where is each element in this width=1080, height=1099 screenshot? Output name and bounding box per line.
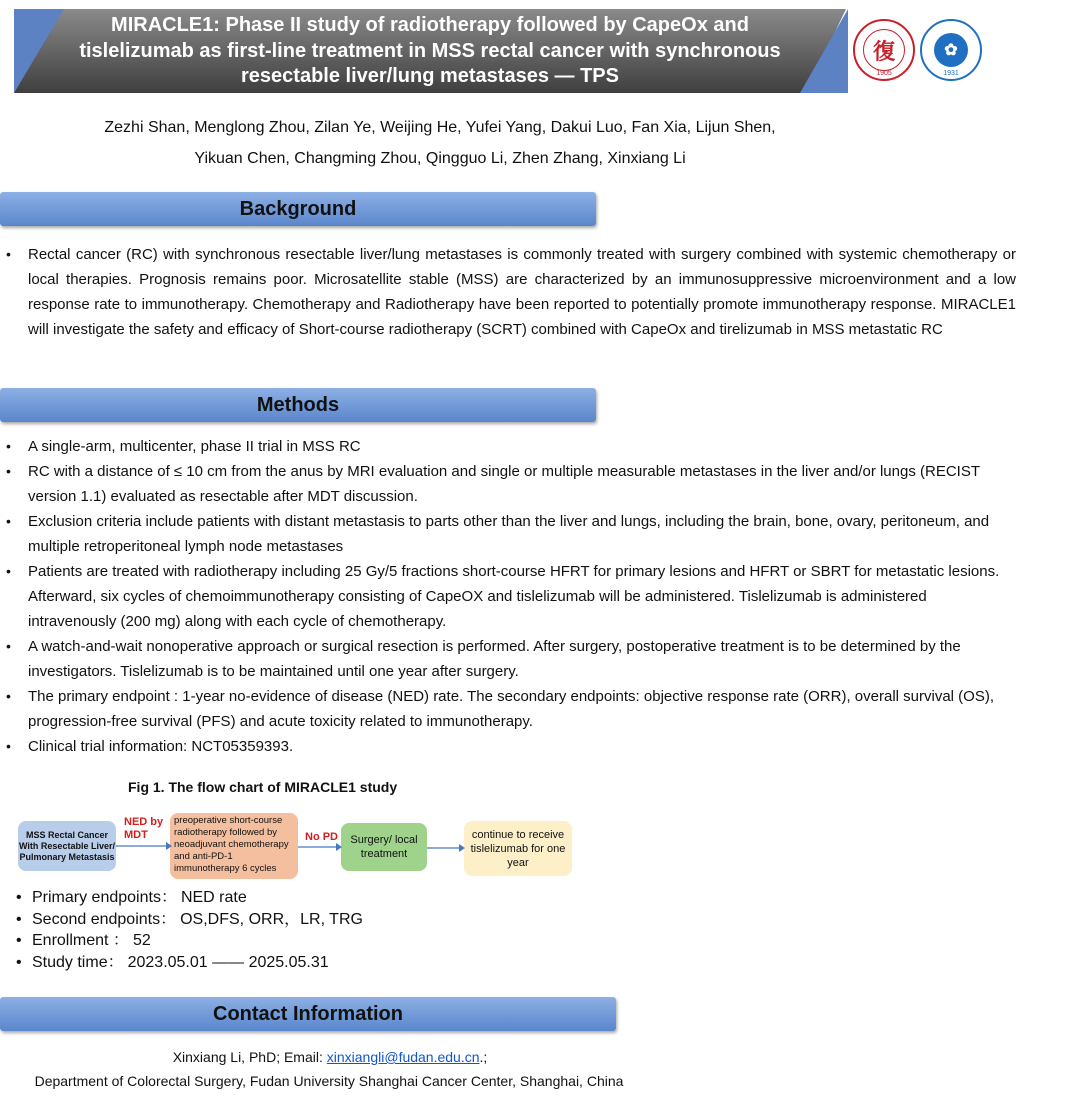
flow-box-maintenance: continue to receive tislelizumab for one year — [464, 821, 572, 876]
methods-bullet: • Exclusion criteria include patients with distant metastasis to parts other than the liver and lungs, including the brain, bone, ovary, peritoneum, and multiple retroperitoneal lymph node metastases — [6, 509, 1016, 559]
study-summary — [16, 887, 363, 973]
contact-heading: Contact Information — [0, 997, 616, 1031]
methods-bullet: • Patients are treated with radiotherapy including 25 Gy/5 fractions short-course HFRT for primary lesions and HFRT or SBRT for metastatic lesions. Afterward, six cycles of chemoimmunotherapy consisting of CapeOX and tislelizumab will be administered. Tislelizumab is administered intravenously (200 mg) along with each cycle of chemotherapy. — [6, 559, 1016, 634]
methods-bullet: • The primary endpoint : 1-year no-evidence of disease (NED) rate. The secondary endpoints: objective response rate (ORR), overall survival (OS), progression-free survival (PFS) and acute toxicity related to immunotherapy. — [6, 684, 1016, 734]
flow-label-nopd: No PD — [305, 831, 338, 843]
methods-bullet: • A watch-and-wait nonoperative approach or surgical resection is performed. After surgery, postoperative treatment is to be determined by the investigators. Tislelizumab is to be maintained until one year after surgery. — [6, 634, 1016, 684]
methods-list — [6, 434, 1016, 759]
cancer-center-logo-icon: ✿ 1931 — [920, 19, 982, 81]
flow-arrow-2 — [298, 841, 342, 853]
authors-line-1: Zezhi Shan, Menglong Zhou, Zilan Ye, Weijing He, Yufei Yang, Dakui Luo, Fan Xia, Lijun Shen, — [104, 119, 776, 136]
flow-box-patients: MSS Rectal Cancer With Resectable Liver/ Pulmonary Metastasis — [18, 821, 116, 871]
figure-caption: Fig 1. The flow chart of MIRACLE1 study — [128, 779, 398, 795]
methods-heading: Methods — [0, 388, 596, 422]
study-item: • Second endpoints： OS,DFS, ORR，LR, TRG — [16, 910, 363, 928]
background-list — [6, 242, 1016, 342]
email-link[interactable]: xinxiangli@fudan.edu.cn — [326, 1049, 480, 1065]
study-item: • Enrollment ： 52 — [16, 932, 151, 949]
methods-bullet: • A single-arm, multicenter, phase II trial in MSS RC — [6, 434, 1016, 459]
fudan-university-logo-icon: 復 1905 — [853, 19, 915, 81]
authors-line-2: Yikuan Chen, Changming Zhou, Qingguo Li, Zhen Zhang, Xinxiang Li — [194, 150, 686, 167]
flow-arrow-3 — [427, 842, 465, 854]
background-heading: Background — [0, 192, 596, 226]
flow-box-surgery: Surgery/ local treatment — [341, 823, 427, 871]
flow-arrow-1 — [116, 840, 172, 852]
poster-title: MIRACLE1: Phase II study of radiotherapy followed by CapeOx and tislelizumab as first-line treatment in MSS rectal cancer with synchronous resectable liver/lung metastases — TPS — [79, 14, 781, 87]
department-line: Department of Colorectal Surgery, Fudan University Shanghai Cancer Center, Shanghai, China — [34, 1073, 624, 1089]
author-list — [40, 112, 840, 174]
background-bullet: • Rectal cancer (RC) with synchronous resectable liver/lung metastases is commonly treated with surgery combined with systemic chemotherapy or local therapies. Prognosis remains poor. Microsatellite stable (MSS) are characterized by an immunosuppressive microenvironment and a low response rate to immunotherapy. Chemotherapy and Radiotherapy have been reported to potentially promote immunotherapy response. MIRACLE1 will investigate the safety and efficacy of Short-course radiotherapy (SCRT) combined with CapeOx and tirelizumab in MSS metastatic RC — [6, 242, 1016, 342]
flow-box-treatment: preoperative short-course radiotherapy followed by neoadjuvant chemotherapy and anti-PD-1 immunotherapy 6 cycles — [170, 813, 298, 879]
flow-label-ned: NED by MDT — [124, 816, 164, 841]
methods-bullet: • Clinical trial information: NCT05359393. — [6, 734, 1016, 759]
contact-line: Xinxiang Li, PhD; Email: xinxiangli@fudan.edu.cn.; — [172, 1049, 488, 1065]
methods-bullet: • RC with a distance of ≤ 10 cm from the anus by MRI evaluation and single or multiple measurable metastases in the liver and/or lungs (RECIST version 1.1) evaluated as resectable after MDT discussion. — [6, 459, 1016, 509]
study-item: • Study time：2023.05.01 —— 2025.05.31 — [16, 953, 329, 971]
study-item: • Primary endpoints： NED rate — [16, 889, 247, 906]
